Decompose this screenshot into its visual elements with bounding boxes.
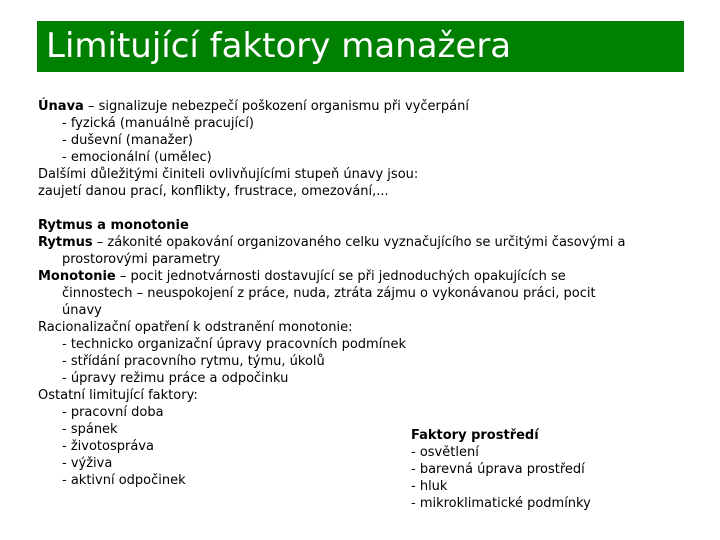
opatreni-item: - technicko organizační úpravy pracovních podmínek [62, 337, 407, 352]
prostredi-item: - hluk [411, 479, 448, 494]
rytmus-definition-text: – zákonité opakování organizovaného celku vyznačujícího se určitými časovými a [92, 235, 626, 250]
title-bar [37, 21, 684, 72]
unava-type-emotional: - emocionální (umělec) [62, 150, 212, 165]
ostatni-item: - výživa [62, 456, 113, 471]
opatreni-item: - střídání pracovního rytmu, týmu, úkolů [62, 354, 325, 369]
slide-title: Limitující faktory manažera [46, 26, 512, 66]
unava-type-mental: - duševní (manažer) [62, 133, 193, 148]
ostatni-intro: Ostatní limitující faktory: [38, 388, 198, 403]
ostatni-item: - aktivní odpočinek [62, 473, 186, 488]
prostredi-item: - osvětlení [411, 445, 479, 460]
prostredi-box [411, 427, 591, 512]
opatreni-item: - úpravy režimu práce a odpočinku [62, 371, 289, 386]
unava-term: Únava [38, 99, 84, 114]
monotonie-term: Monotonie [38, 269, 116, 284]
spacer [38, 200, 688, 217]
unava-type-physical: - fyzická (manuálně pracující) [62, 116, 254, 131]
monotonie-definition-cont-2: únavy [62, 303, 102, 318]
rytmus-definition [38, 234, 688, 251]
unava-definition-text: – signalizuje nebezpečí poškození organismu při vyčerpání [83, 99, 469, 114]
rytmus-term: Rytmus [38, 235, 93, 250]
opatreni-intro: Racionalizační opatření k odstranění monotonie: [38, 320, 353, 335]
prostredi-item: - mikroklimatické podmínky [411, 496, 591, 511]
prostredi-item: - barevná úprava prostředí [411, 462, 585, 477]
unava-factors-intro: Dalšími důležitými činiteli ovlivňujícími stupeň únavy jsou: [38, 167, 419, 182]
prostredi-heading: Faktory prostředí [411, 428, 539, 443]
monotonie-definition-text: – pocit jednotvárnosti dostavující se při jednoduchých opakujících se [115, 269, 566, 284]
rytmus-heading: Rytmus a monotonie [38, 218, 189, 233]
ostatni-item: - životospráva [62, 439, 154, 454]
ostatni-item: - spánek [62, 422, 118, 437]
unava-definition [38, 98, 688, 115]
unava-factors: zaujetí danou prací, konflikty, frustrace, omezování,... [38, 184, 389, 199]
monotonie-definition-cont-1: činnostech – neuspokojení z práce, nuda, ztráta zájmu o vykonávanou práci, pocit [62, 286, 596, 301]
monotonie-definition [38, 268, 688, 285]
ostatni-item: - pracovní doba [62, 405, 164, 420]
rytmus-definition-cont: prostorovými parametry [62, 252, 221, 267]
